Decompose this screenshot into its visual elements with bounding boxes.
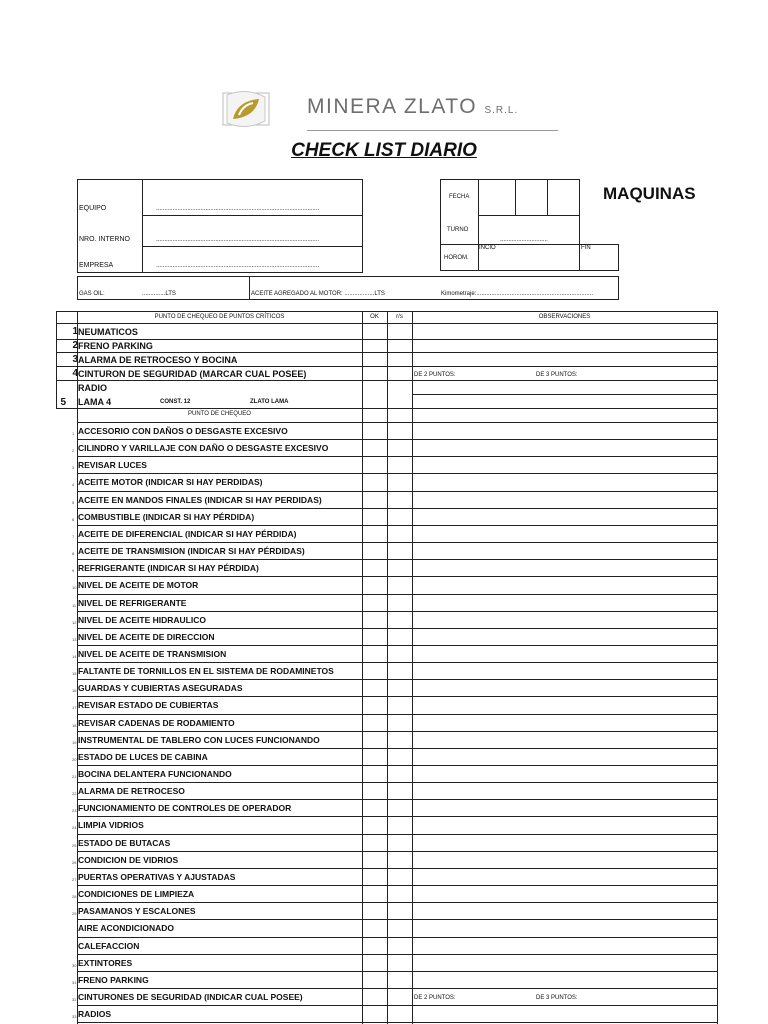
critical-num: 2 [72,340,78,351]
checklist-item-label: NIVEL DE REFRIGERANTE [78,598,187,608]
row-number: 33 [72,1014,77,1019]
critical-num: 5 [60,397,66,408]
machine-category: MAQUINAS [603,184,696,203]
checklist-item-label: ESTADO DE LUCES DE CABINA [78,752,208,762]
document-title: CHECK LIST DIARIO [291,140,477,161]
row-line [77,491,718,492]
critical-item-label: NEUMATICOS [78,327,138,337]
row-line [77,731,718,732]
row-number: 4 [72,482,75,487]
rs-header: r/s [396,314,403,320]
aceite-agregado-field[interactable]: ACEITE AGREGADO AL MOTOR: ..................LTS [251,291,385,297]
observaciones-header: OBSERVACIONES [538,314,591,320]
row-line [77,868,718,869]
row-line [77,782,718,783]
brand-divider [307,130,558,131]
row-line [77,456,718,457]
column-line [717,408,718,1024]
row-line [77,971,718,972]
kilometraje-field[interactable]: Kimometraje:...................................................................... [441,291,594,297]
column-line [362,408,363,1024]
checklist-item-label: PASAMANOS Y ESCALONES [78,906,196,916]
row-line [77,559,718,560]
column-line [77,408,78,1024]
checklist-item-label: NIVEL DE ACEITE DE MOTOR [78,580,199,590]
row-line [77,816,718,817]
row-number: 27 [72,877,77,882]
row-line [77,954,718,955]
row-line [77,714,718,715]
checklist-item-label: CONDICIONES DE LIMPIEZA [78,889,195,899]
row-number: 20 [72,757,77,762]
cinturones-3-puntos[interactable]: DE 3 PUNTOS: [536,995,578,1001]
empresa-field[interactable]: ................................................................................................... [156,262,319,269]
cinturones-2-puntos[interactable]: DE 2 PUNTOS: [414,995,456,1001]
row-number: 31 [72,980,77,985]
critical-item-label: FRENO PARKING [78,341,153,351]
zlato-lama-label: ZLATO LAMA [250,399,289,405]
horom-fin-label: FIN [581,245,591,251]
row-number: 8 [72,551,75,556]
gas-oil-label: GAS OIL: [79,291,105,297]
ok-header: OK [370,314,379,320]
company-name-text: MINERA ZLATO [307,95,478,118]
row-line [77,851,718,852]
row-line [77,765,718,766]
row-number: 29 [72,911,77,916]
checklist-item-label: ACEITE DE DIFERENCIAL (INDICAR SI HAY PÉRDIDA) [78,529,297,539]
row-line [77,902,718,903]
row-number: 9 [72,568,75,573]
equipo-field[interactable]: ................................................................................................... [156,205,319,212]
checklist-item-label: REVISAR ESTADO DE CUBIERTAS [78,700,219,710]
row-line [77,1022,718,1023]
checklist-item-label: BOCINA DELANTERA FUNCIONANDO [78,769,232,779]
checklist-item-label: REFRIGERANTE (INDICAR SI HAY PÉRDIDA) [78,563,259,573]
row-number: 23 [72,808,77,813]
row-number: 26 [72,860,77,865]
cinturon-2-puntos[interactable]: DE 2 PUNTOS: [414,372,456,378]
checklist-item-label: NIVEL DE ACEITE DE TRANSMISION [78,649,227,659]
checklist-header: PUNTO DE CHEQUEO [188,411,251,417]
checklist-item-label: GUARDAS Y CUBIERTAS ASEGURADAS [78,683,243,693]
checklist-item-label: ESTADO DE BUTACAS [78,838,171,848]
row-line [77,439,718,440]
company-name [307,95,518,119]
row-line [77,988,718,989]
row-line [77,679,718,680]
empresa-label: EMPRESA [79,262,114,269]
row-number: 24 [72,825,77,830]
checklist-item-label: ACEITE EN MANDOS FINALES (INDICAR SI HAY PERDIDAS) [78,495,322,505]
fecha-label: FECHA [449,194,470,200]
checklist-item-label: CINTURONES DE SEGURIDAD (INDICAR CUAL POSEE) [78,992,303,1002]
row-line [77,525,718,526]
checklist-item-label: ALARMA DE RETROCESO [78,786,185,796]
critical-num: 1 [72,326,78,337]
row-number: 5 [72,500,75,505]
gas-oil-field[interactable]: ..............LTS [142,291,176,297]
row-line [77,422,718,423]
row-line [77,1005,718,1006]
row-line [77,885,718,886]
checklist-item-label: CALEFACCION [78,941,140,951]
checklist-item-label: FUNCIONAMIENTO DE CONTROLES DE OPERADOR [78,803,292,813]
checklist-item-label: RADIOS [78,1009,112,1019]
company-suffix: S.R.L. [484,105,519,116]
row-number: 17 [72,705,77,710]
row-number: 16 [72,688,77,693]
row-line [77,645,718,646]
row-line [77,799,718,800]
critical-num: 3 [72,354,78,365]
row-line [77,628,718,629]
const-label: CONST. 12 [160,399,191,405]
turno-label: TURNO [447,227,469,233]
checklist-item-label: ACCESORIO CON DAÑOS O DESGASTE EXCESIVO [78,426,288,436]
row-number: 6 [72,517,75,522]
row-line [77,696,718,697]
equipo-label: EQUIPO [79,205,107,212]
row-number: 19 [72,740,77,745]
row-number: 13 [72,637,77,642]
checklist-item-label: ACEITE MOTOR (INDICAR SI HAY PERDIDAS) [78,477,263,487]
checklist-item-label: NIVEL DE ACEITE DE DIRECCION [78,632,215,642]
critical-item-label: ALARMA DE RETROCESO Y BOCINA [78,355,238,365]
checklist-item-label: LIMPIA VIDRIOS [78,820,144,830]
row-number: 14 [72,654,77,659]
row-line [77,542,718,543]
nro-interno-field[interactable]: ................................................................................................... [156,236,319,243]
row-line [77,748,718,749]
row-number: 18 [72,723,77,728]
row-number: 21 [72,774,77,779]
row-number: 2 [72,448,75,453]
checklist-item-label: AIRE ACONDICIONADO [78,923,175,933]
row-number: 7 [72,534,75,539]
critical-num: 4 [72,368,78,379]
horom-inicio-label: INCIO [479,245,496,251]
column-line [387,408,388,1024]
checklist-item-label: CONDICION DE VIDRIOS [78,855,179,865]
row-number: 1 [72,431,75,436]
company-logo [219,89,273,129]
horom-label: HOROM. [444,255,469,261]
row-number: 32 [72,997,77,1002]
row-number: 12 [72,620,77,625]
critical-item-label: CINTURON DE SEGURIDAD (MARCAR CUAL POSEE) [78,369,307,379]
checklist-item-label: FRENO PARKING [78,975,149,985]
row-line [77,508,718,509]
checklist-item-label: ACEITE DE TRANSMISION (INDICAR SI HAY PÉRDIDAS) [78,546,305,556]
turno-field[interactable]: ............................. [500,236,548,243]
checklist-item-label: PUERTAS OPERATIVAS Y AJUSTADAS [78,872,236,882]
column-line [412,408,413,1024]
checklist-item-label: FALTANTE DE TORNILLOS EN EL SISTEMA DE RODAMINETOS [78,666,334,676]
row-line [77,919,718,920]
checklist-item-label: NIVEL DE ACEITE HIDRAULICO [78,615,206,625]
row-line [77,473,718,474]
row-number: 28 [72,894,77,899]
row-line [77,594,718,595]
checklist-item-label: REVISAR LUCES [78,460,147,470]
row-number: 15 [72,671,77,676]
row-line [77,834,718,835]
checklist-item-label: COMBUSTIBLE (INDICAR SI HAY PÉRDIDA) [78,512,255,522]
checklist-item-label: REVISAR CADENAS DE RODAMIENTO [78,718,235,728]
lama-label: LAMA 4 [78,397,112,407]
row-number: 10 [72,585,77,590]
checklist-item-label: INSTRUMENTAL DE TABLERO CON LUCES FUNCIONANDO [78,735,320,745]
row-line [77,662,718,663]
row-line [77,937,718,938]
row-line [77,576,718,577]
checklist-item-label: EXTINTORES [78,958,133,968]
cinturon-3-puntos[interactable]: DE 3 PUNTOS: [536,372,578,378]
row-number: 25 [72,843,77,848]
nro-interno-label: NRO. INTERNO [79,236,130,243]
checklist-item-label: CILINDRO Y VARILLAJE CON DAÑO O DESGASTE EXCESIVO [78,443,329,453]
row-line [77,611,718,612]
row-number: 11 [72,603,77,608]
row-number: 3 [72,465,75,470]
row-number: 30 [72,963,77,968]
row-number: 22 [72,791,77,796]
radio-label: RADIO [78,383,107,393]
critical-header: PUNTO DE CHEQUEO DE PUNTOS CRÍTICOS [154,314,285,320]
